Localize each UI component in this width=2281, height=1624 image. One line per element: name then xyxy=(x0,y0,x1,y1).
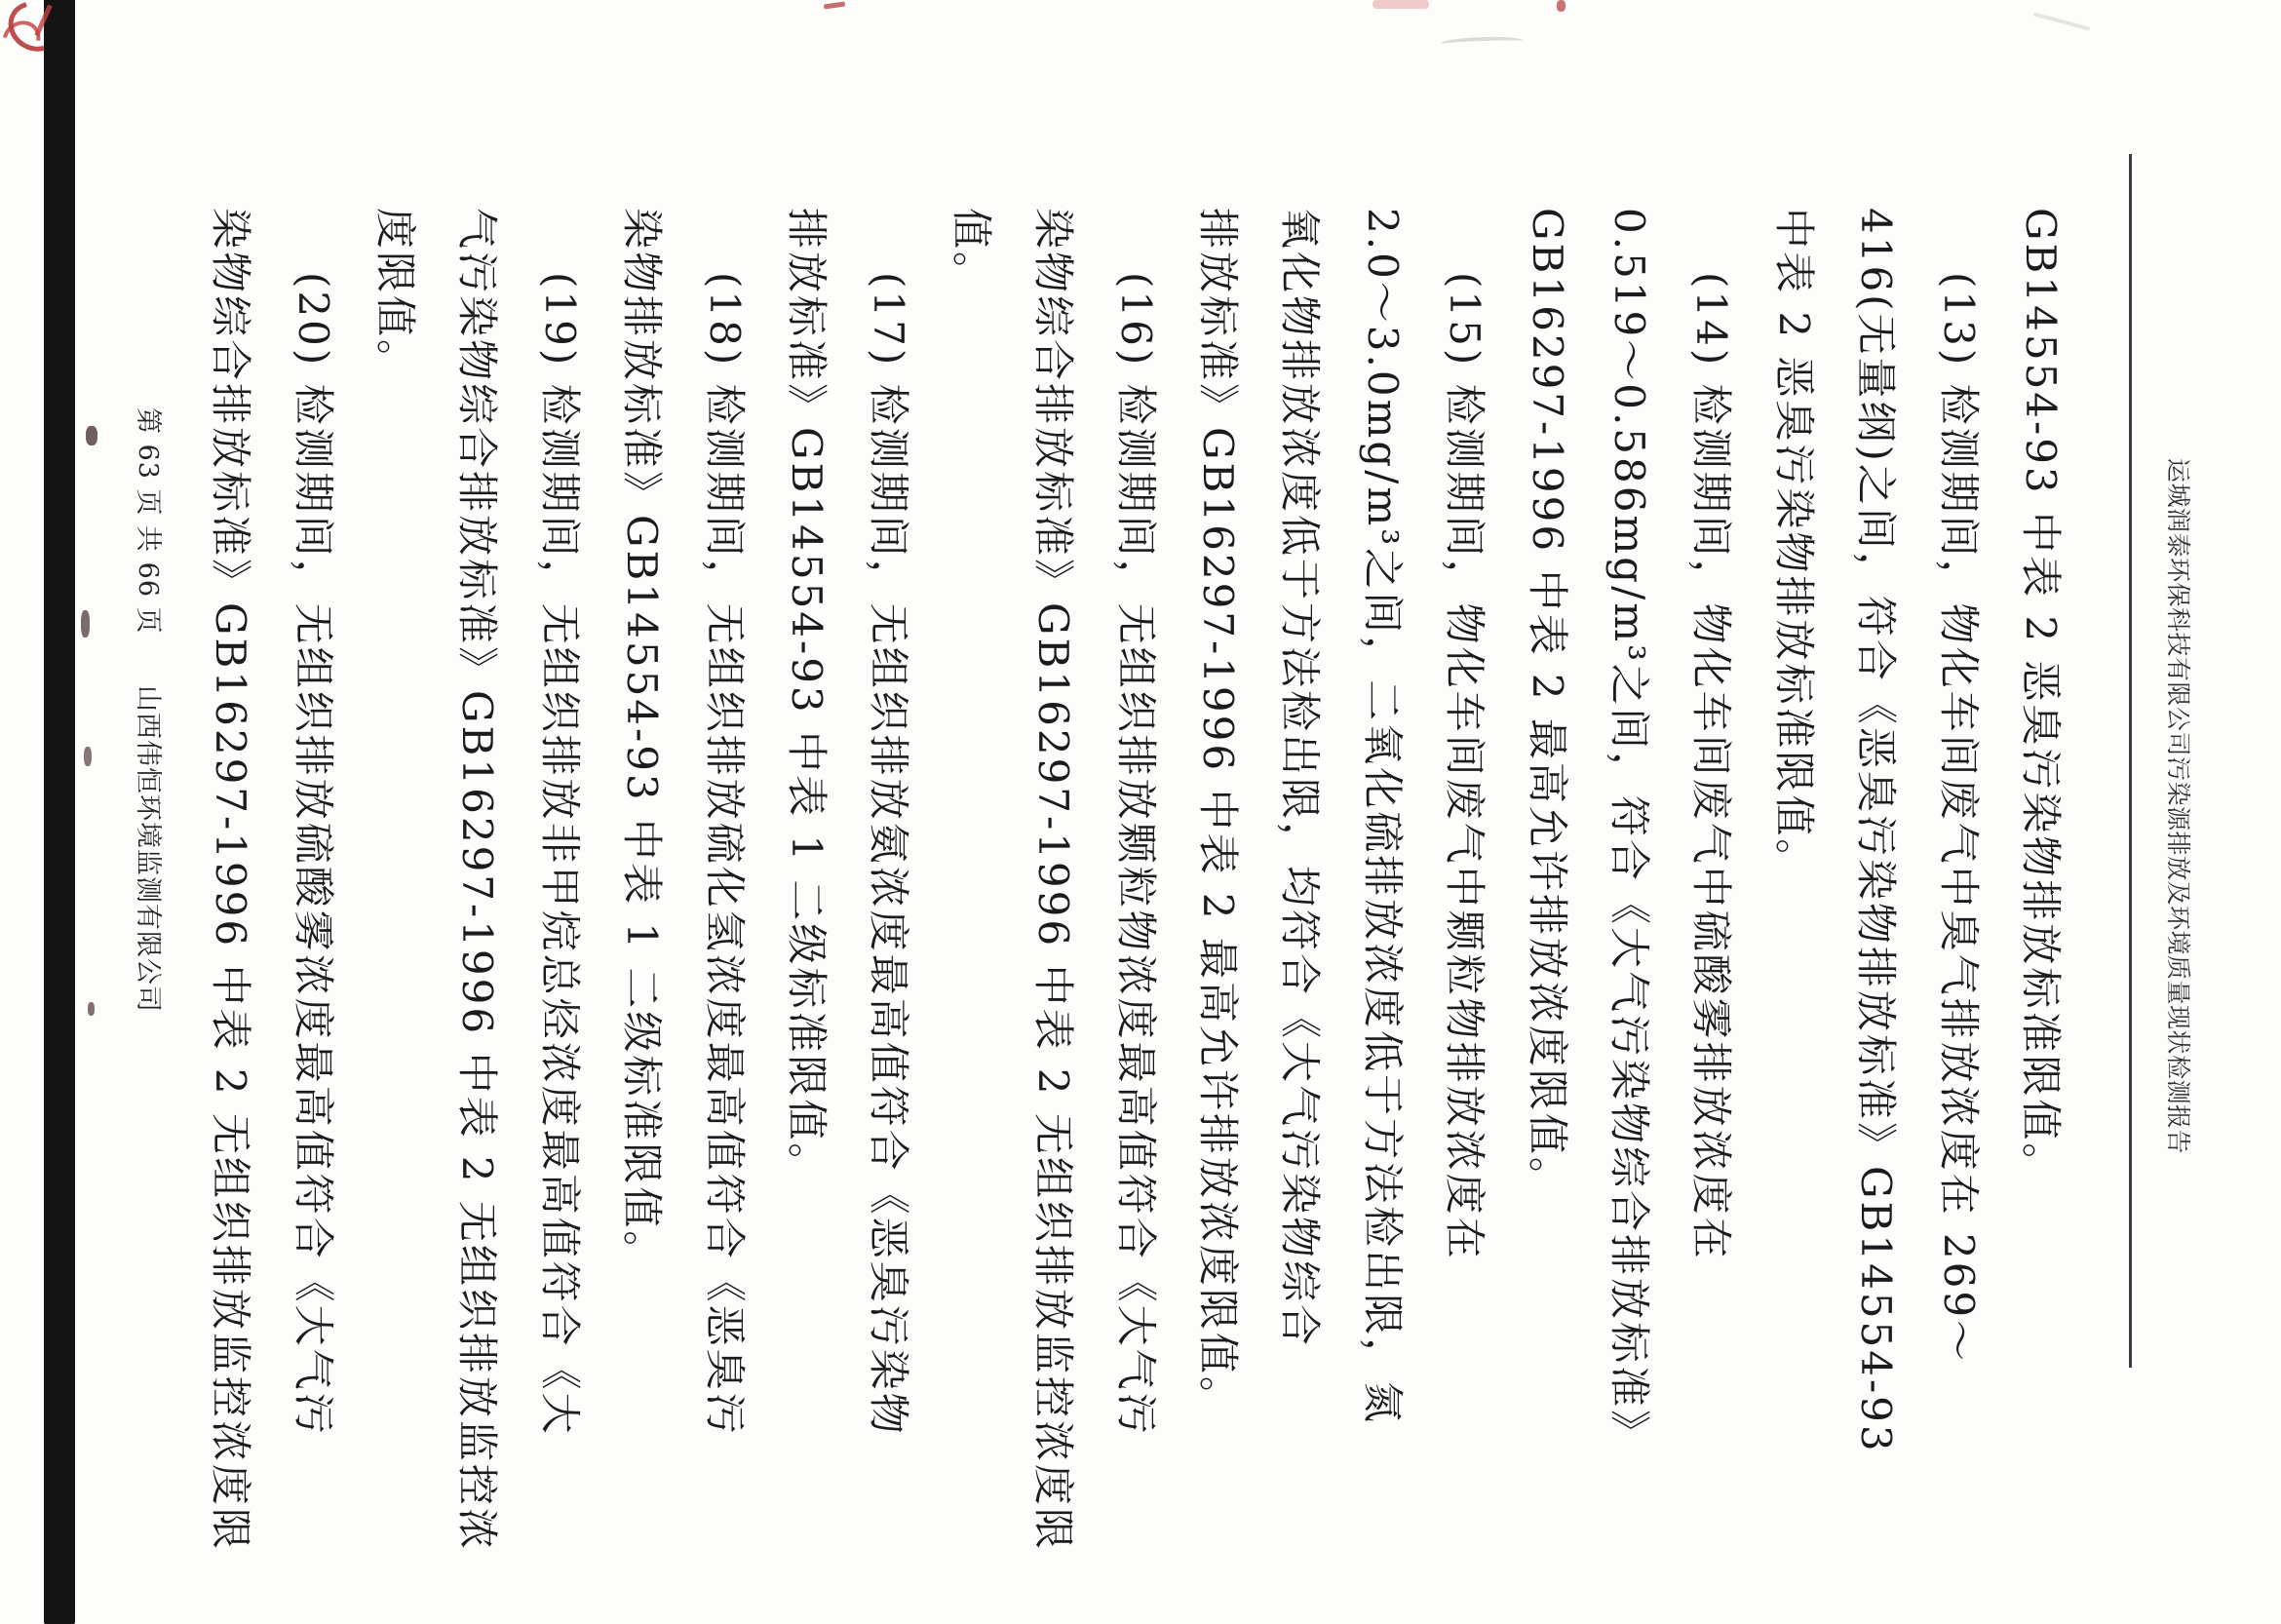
red-speck-mark xyxy=(1557,0,1566,12)
body-line: 氧化物排放浓度低于方法检出限，均符合《大气污染物综合 xyxy=(1276,208,1324,1349)
body-line: (14) 检测期间，物化车间废气中硫酸雾排放浓度在 xyxy=(1687,272,1735,1261)
body-line: 0.519～0.586mg/m³之间，符合《大气污染物综合排放标准》 xyxy=(1605,208,1653,1454)
ink-speck xyxy=(86,426,97,445)
body-line: (13) 检测期间，物化车间废气中臭气排放浓度在 269～ xyxy=(1935,272,1983,1365)
body-line: (19) 检测期间，无组织排放非甲烷总烃浓度最高值符合《大 xyxy=(536,272,584,1437)
body-line: (17) 检测期间，无组织排放氨浓度最高值符合《恶臭污染物 xyxy=(865,272,912,1437)
body-line: 染物综合排放标准》GB16297-1996 中表 2 无组织排放监控浓度限 xyxy=(1029,208,1077,1552)
body-line: GB16297-1996 中表 2 最高允许排放浓度限值。 xyxy=(1524,208,1571,1201)
body-line: 染物综合排放标准》GB16297-1996 中表 2 无组织排放监控浓度限 xyxy=(207,208,254,1552)
body-line: 416(无量纲)之间，符合《恶臭污染物排放标准》GB14554-93 xyxy=(1852,208,1900,1454)
body-line: 染物排放标准》GB14554-93 中表 1 二级标准限值。 xyxy=(618,208,666,1275)
scan-edge-bar xyxy=(44,0,75,1624)
body-line: 2.0～3.0mg/m³之间，二氧化硫排放浓度低于方法检出限，氮 xyxy=(1359,208,1407,1426)
body-line: (15) 检测期间，物化车间废气中颗粒物排放浓度在 xyxy=(1441,272,1488,1261)
body-line: 度限值。 xyxy=(371,208,419,384)
body-line: 值。 xyxy=(947,208,995,296)
ink-speck xyxy=(81,610,90,638)
body-line: 气污染物综合排放标准》GB16297-1996 中表 2 无组织排放监控浓 xyxy=(453,208,501,1552)
footer-company-name: 山西伟恒环境监测有限公司 xyxy=(133,685,163,1013)
report-header-title: 运城润泰环保科技有限公司污染源排放及环境质量现状检测报告 xyxy=(2164,457,2192,1154)
body-line: 排放标准》GB14554-93 中表 1 二级标准限值。 xyxy=(783,208,831,1187)
body-line: (16) 检测期间，无组织排放颗粒物浓度最高值符合《大气污 xyxy=(1112,272,1160,1437)
body-line: 中表 2 恶臭污染物排放标准限值。 xyxy=(1770,208,1818,883)
body-line: (20) 检测期间，无组织排放硫酸雾浓度最高值符合《大气污 xyxy=(290,272,337,1437)
pink-smudge-mark xyxy=(1372,0,1429,9)
ink-speck xyxy=(88,1002,95,1016)
body-line: GB14554-93 中表 2 恶臭污染物排放标准限值。 xyxy=(2017,208,2065,1187)
header-rule-line xyxy=(2129,154,2132,1368)
body-line: 排放标准》GB16297-1996 中表 2 最高允许排放浓度限值。 xyxy=(1194,208,1242,1420)
footer-page-number: 第 63 页 共 66 页 xyxy=(133,407,163,635)
body-line: (18) 检测期间，无组织排放硫化氢浓度最高值符合《恶臭污 xyxy=(701,272,749,1437)
ink-speck xyxy=(84,747,92,766)
